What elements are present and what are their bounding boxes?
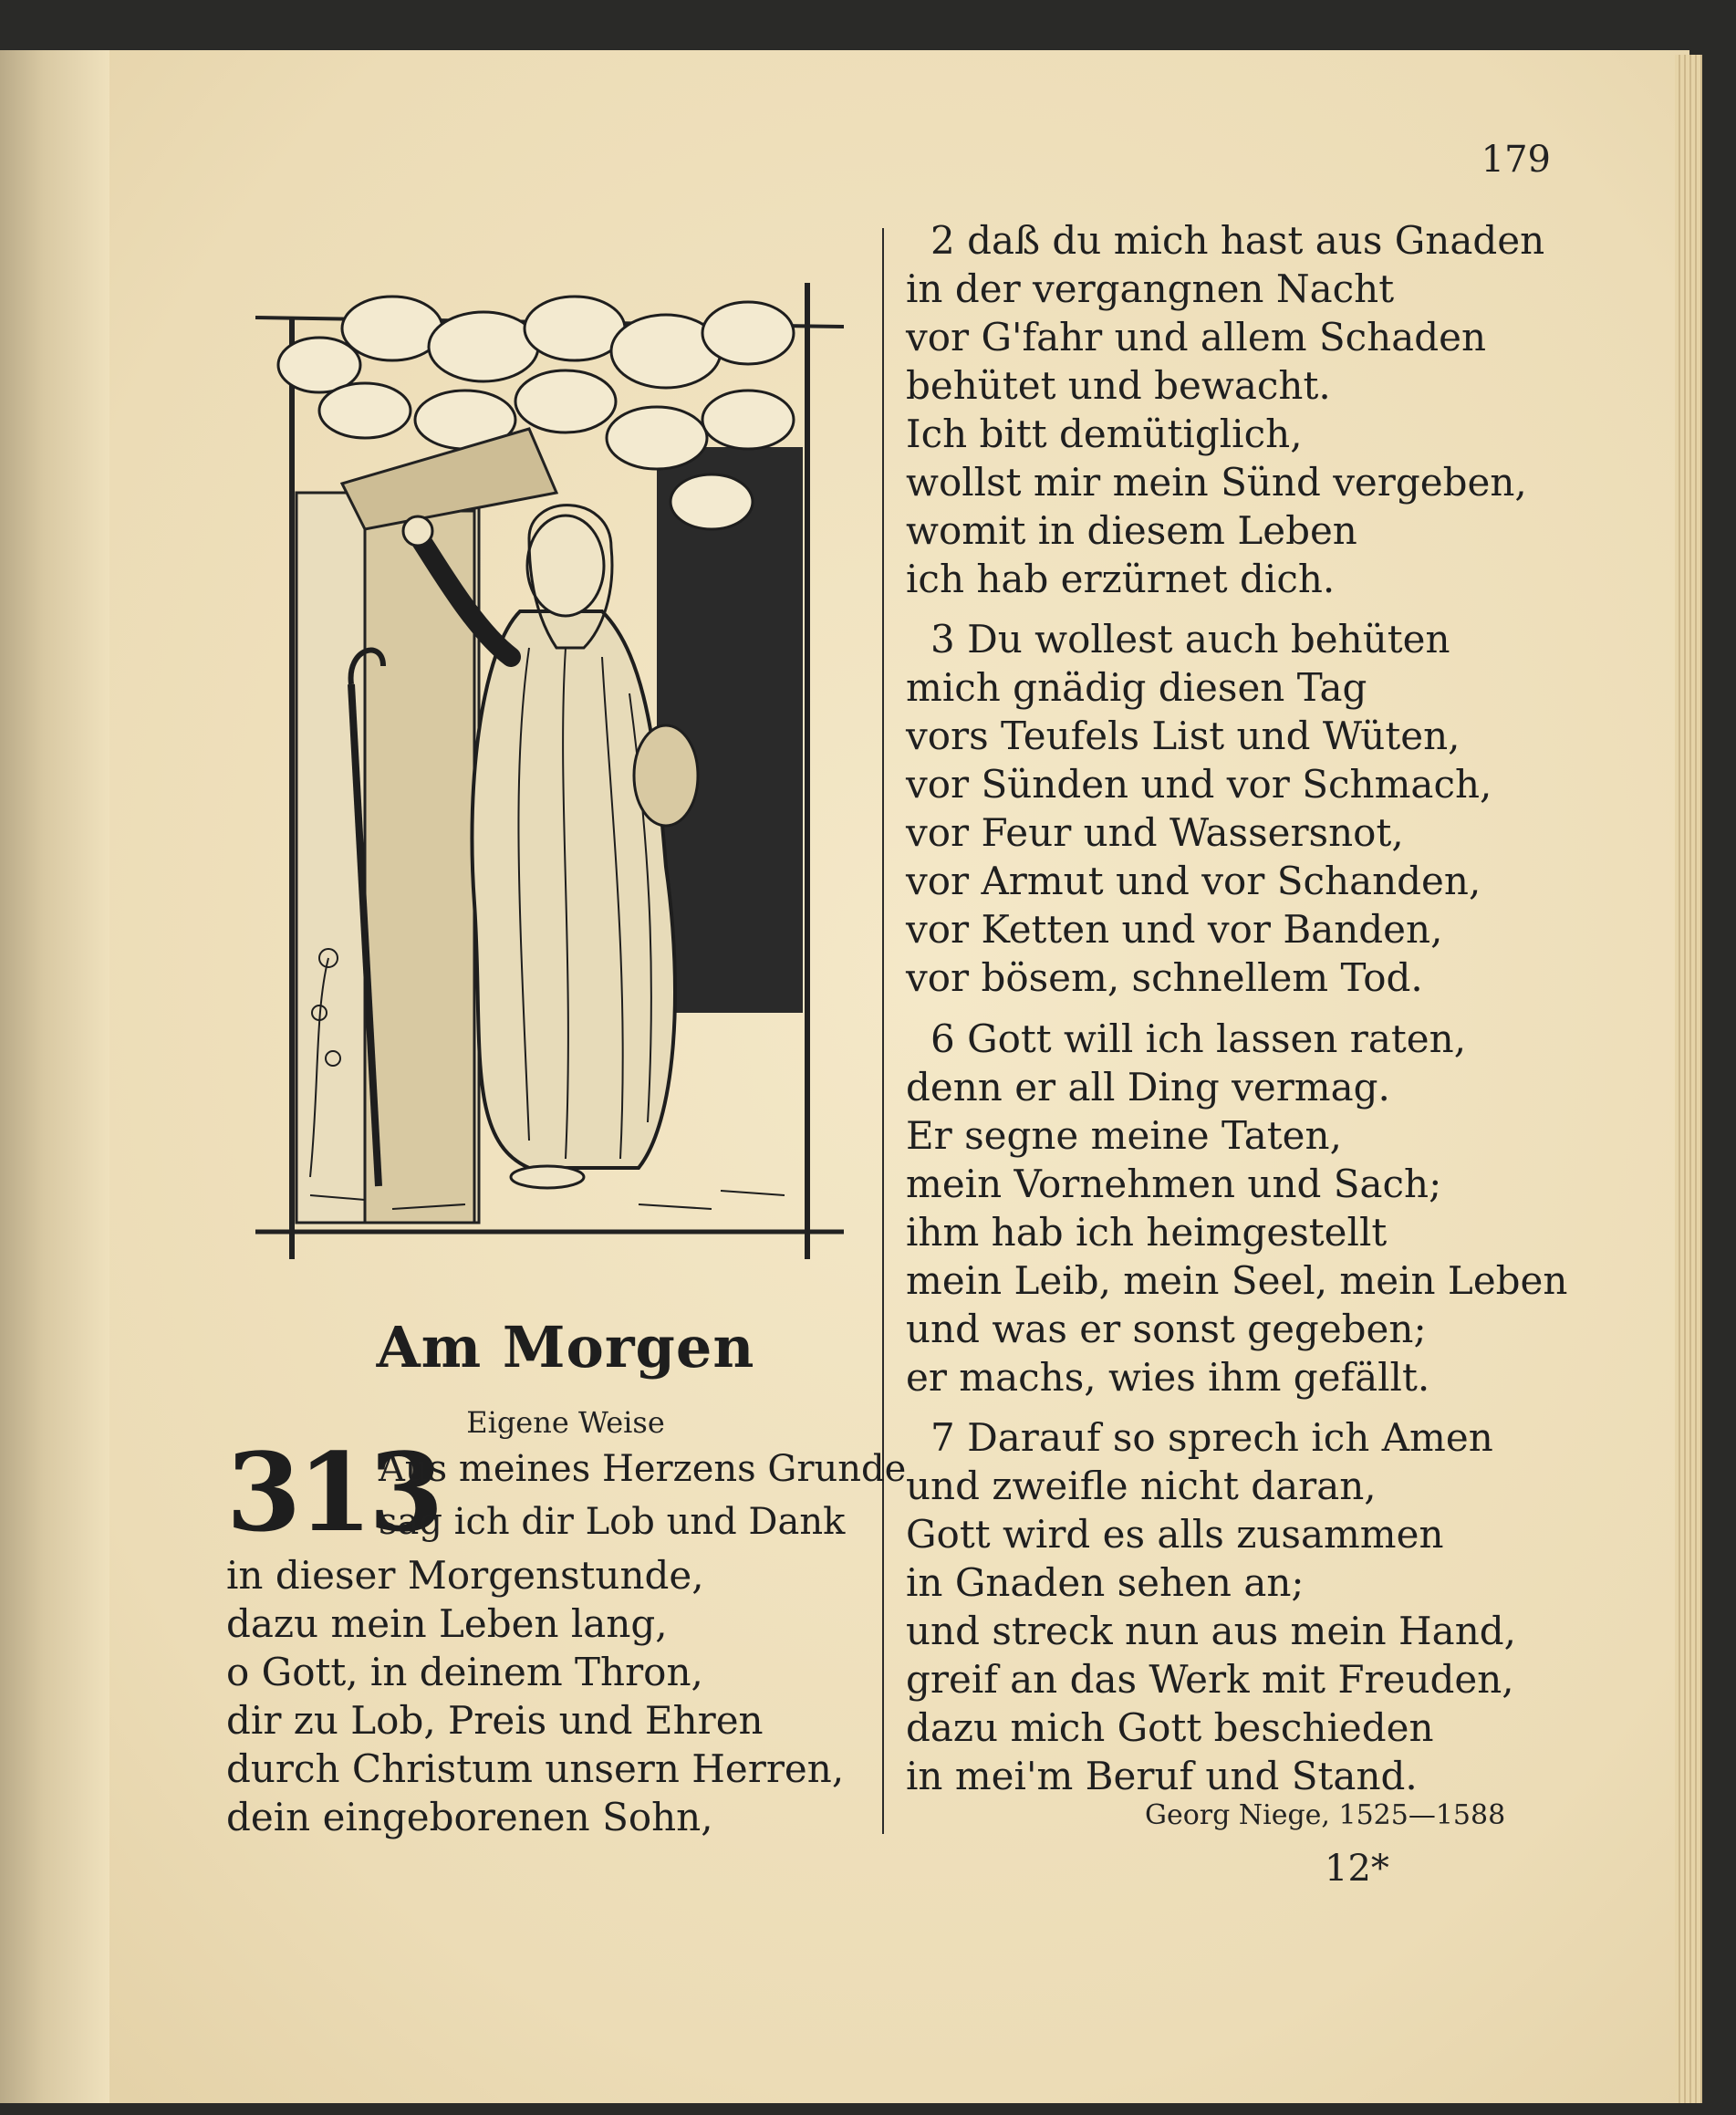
verse-1-line: Aus meines Herzens Grunde: [379, 1448, 907, 1490]
verse-3-line: vor Sünden und vor Schmach,: [906, 762, 1492, 807]
verse-3-line: 3 Du wollest auch behüten: [930, 617, 1450, 662]
verse-7-line: in mei'm Beruf und Stand.: [906, 1754, 1418, 1798]
verse-1-line: dein eingeborenen Sohn,: [226, 1795, 713, 1839]
hymn-title: Am Morgen: [376, 1314, 755, 1380]
verse-6-line: ihm hab ich heimgestellt: [906, 1210, 1388, 1255]
verse-1-line: dir zu Lob, Preis und Ehren: [226, 1698, 764, 1743]
verse-1-line: in dieser Morgenstunde,: [226, 1553, 704, 1598]
verse-6-line: mein Vornehmen und Sach;: [906, 1162, 1442, 1206]
page-number: 179: [1481, 139, 1551, 181]
book-spine-shadow: [0, 50, 109, 2103]
verse-3-line: mich gnädig diesen Tag: [906, 665, 1367, 710]
verse-2-line: vor G'fahr und allem Schaden: [906, 315, 1487, 359]
hymn-number: 313: [226, 1429, 441, 1556]
verse-7-line: 7 Darauf so sprech ich Amen: [930, 1415, 1493, 1460]
signature-mark: 12*: [1325, 1848, 1389, 1890]
verse-6-line: Er segne meine Taten,: [906, 1113, 1342, 1158]
column-divider: [882, 228, 884, 1834]
verse-3-line: vor Feur und Wassersnot,: [906, 810, 1404, 855]
verse-7-line: Gott wird es alls zusammen: [906, 1512, 1444, 1557]
verse-7-line: dazu mich Gott beschieden: [906, 1705, 1434, 1750]
melody-label: Eigene Weise: [466, 1405, 665, 1440]
verse-6-line: denn er all Ding vermag.: [906, 1065, 1390, 1110]
verse-3-line: vor bösem, schnellem Tod.: [906, 955, 1423, 1000]
verse-1-line: durch Christum unsern Herren,: [226, 1746, 845, 1791]
hymn-author: Georg Niege, 1525—1588: [1145, 1799, 1506, 1831]
page-edges: [1675, 55, 1702, 2103]
verse-2-line: wollst mir mein Sünd vergeben,: [906, 460, 1527, 505]
verse-2-line: behütet und bewacht.: [906, 363, 1331, 408]
verse-2-line: womit in diesem Leben: [906, 508, 1357, 553]
verse-7-line: und streck nun aus mein Hand,: [906, 1609, 1516, 1653]
verse-1-line: o Gott, in deinem Thron,: [226, 1650, 703, 1694]
verse-3-line: vor Ketten und vor Banden,: [906, 907, 1443, 952]
pilgrim-illustration: [255, 265, 844, 1264]
verse-2-line: Ich bitt demütiglich,: [906, 412, 1303, 456]
verse-2-line: in der vergangnen Nacht: [906, 266, 1395, 311]
verse-6-line: und was er sonst gegeben;: [906, 1307, 1427, 1351]
verse-2-line: 2 daß du mich hast aus Gnaden: [930, 218, 1545, 263]
verse-7-line: in Gnaden sehen an;: [906, 1560, 1305, 1605]
verse-1-line: sag ich dir Lob und Dank: [379, 1501, 846, 1543]
verse-7-line: und zweifle nicht daran,: [906, 1464, 1377, 1508]
verse-6-line: 6 Gott will ich lassen raten,: [930, 1016, 1467, 1061]
verse-6-line: er machs, wies ihm gefällt.: [906, 1355, 1430, 1400]
verse-6-line: mein Leib, mein Seel, mein Leben: [906, 1258, 1568, 1303]
verse-2-line: ich hab erzürnet dich.: [906, 557, 1336, 601]
verse-1-line: dazu mein Leben lang,: [226, 1601, 668, 1646]
verse-3-line: vor Armut und vor Schanden,: [906, 859, 1481, 903]
verse-7-line: greif an das Werk mit Freuden,: [906, 1657, 1514, 1702]
verse-3-line: vors Teufels List und Wüten,: [906, 714, 1461, 758]
